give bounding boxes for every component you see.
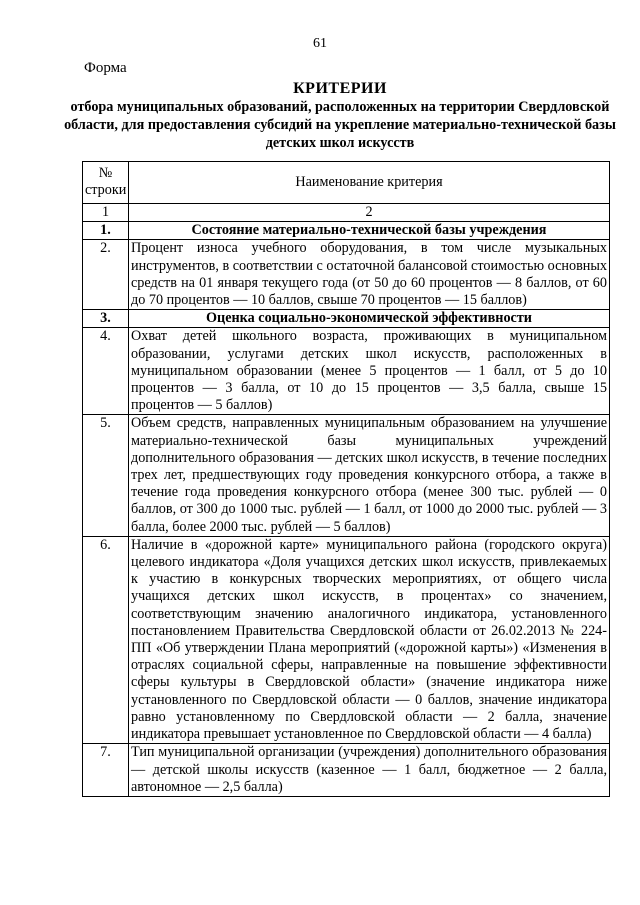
criterion-text: Наличие в «дорожной карте» муниципального района (городского округа) целевого индикатора «Доля учащихся детских школ искусств, привлекаемых к участию в конкурсных творческих мероприятиях, от общего числа учащихся детских школ искусств, в процентах» со значением, соответствующим значению аналогичного индикатора, установленного постановлением Правительства Свердловской области от 26.02.2013 № 224-ПП «Об утверждении Плана мероприятий («дорожной карты») «Изменения в отраслях социальной сферы, направленные на повышение эффективности сферы культуры в Свердловской области» (значение индикатора ниже установленного по Свердловской области — 0 баллов, значение индикатора равно установленному по Свердловской области — 2 балла, значение индикатора превышает установленное по Свердловской области — 4 балла): [129, 536, 610, 743]
row-number: 4.: [83, 328, 129, 415]
column-number: 1: [83, 204, 129, 222]
document-subtitle: отбора муниципальных образований, расположенных на территории Свердловской области, для предоставления субсидий на укрепление материально-технической базы детских школ искусств: [64, 99, 616, 151]
criterion-text: Объем средств, направленных муниципальным образованием на улучшение материально-технической базы муниципальных учреждений дополнительного образования — детских школ искусств, в течение последних трех лет, предшествующих году проведения конкурсного отбора, а также в течение года проведения конкурсного отбора (менее 300 тыс. рублей — 0 баллов, от 300 до 1000 тыс. рублей — 1 балл, от 1000 до 2000 тыс. рублей — 3 балла, более 2000 тыс. рублей — 5 баллов): [129, 415, 610, 536]
table-header-row: [83, 162, 610, 204]
criterion-text: Охват детей школьного возраста, проживающих в муниципальном образовании, услугами детских школ искусств, расположенных в муниципальном образовании (менее 5 процентов — 1 балл, от 5 до 10 процентов — 3 балла, от 10 до 15 процентов — 3,5 балла, свыше 15 процентов — 5 баллов): [129, 328, 610, 415]
criterion-row: [83, 328, 610, 415]
header-criterion-name: Наименование критерия: [129, 162, 610, 204]
criterion-row: [83, 240, 610, 310]
criterion-row: [83, 415, 610, 536]
row-number: 3.: [83, 310, 129, 328]
criterion-text: Тип муниципальной организации (учреждения) дополнительного образования — детской школы искусств (казенное — 1 балл, бюджетное — 2 балла, автономное — 2,5 балла): [129, 744, 610, 797]
section-title: Оценка социально-экономической эффективности: [129, 310, 610, 328]
document-title: КРИТЕРИИ: [293, 80, 387, 97]
section-row: [83, 222, 610, 240]
row-number: 2.: [83, 240, 129, 310]
column-number-row: [83, 204, 610, 222]
criterion-text: Процент износа учебного оборудования, в том числе музыкальных инструментов, в соответствии с остаточной балансовой стоимостью основных средств на 01 января текущего года (от 50 до 60 процентов — 8 баллов, от 60 до 70 процентов — 10 баллов, свыше 70 процентов — 15 баллов): [129, 240, 610, 310]
row-number: 6.: [83, 536, 129, 743]
column-number: 2: [129, 204, 610, 222]
section-row: [83, 310, 610, 328]
section-title: Состояние материально-технической базы учреждения: [129, 222, 610, 240]
row-number: 1.: [83, 222, 129, 240]
row-number: 5.: [83, 415, 129, 536]
header-row-number: № строки: [83, 162, 129, 204]
criterion-row: [83, 744, 610, 797]
criterion-row: [83, 536, 610, 743]
row-number: 7.: [83, 744, 129, 797]
criteria-table: [82, 161, 610, 797]
page-number: 61: [313, 36, 327, 51]
form-label: Форма: [84, 60, 127, 76]
